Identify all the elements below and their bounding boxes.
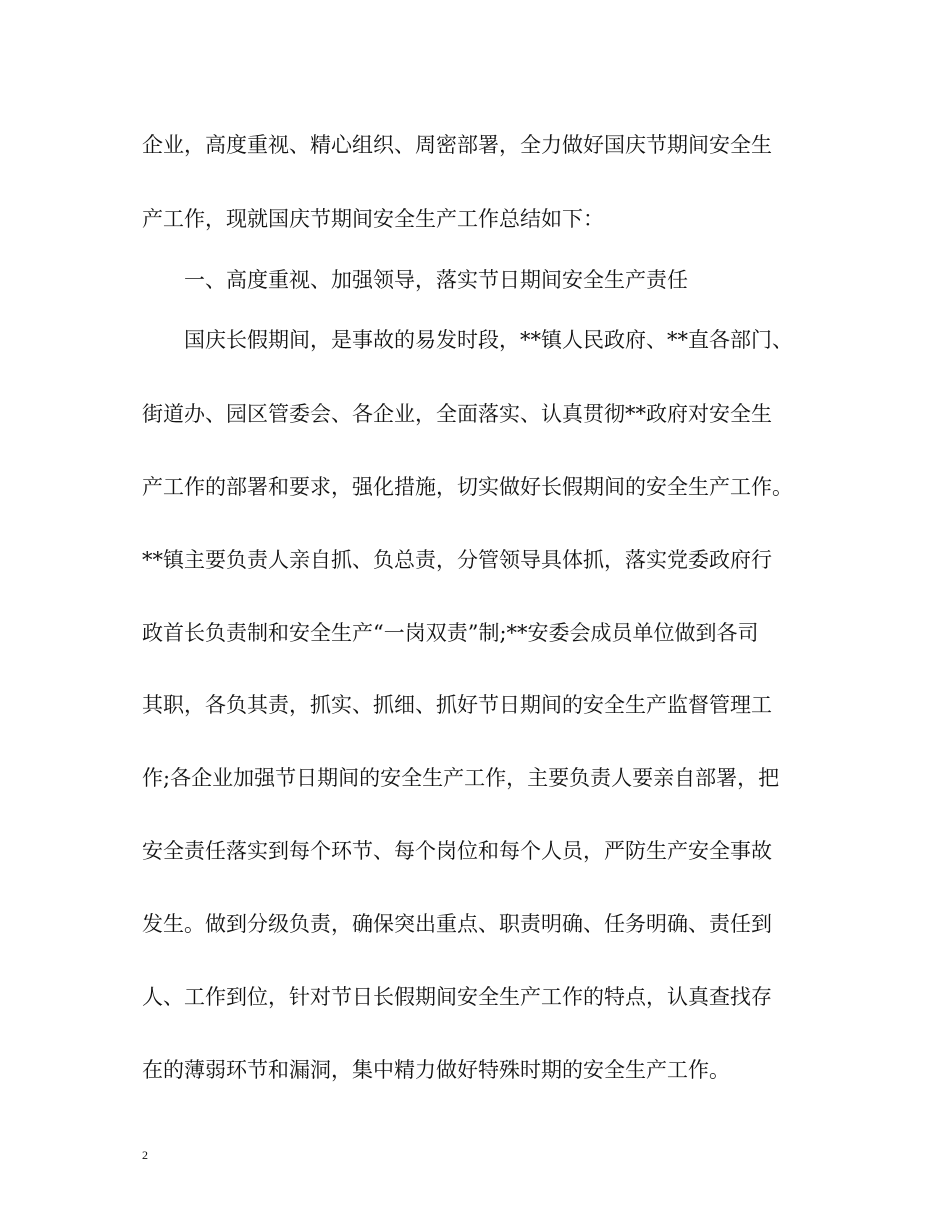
text-line-11: 安全责任落实到每个环节、每个岗位和每个人员，严防生产安全事故 [142,839,772,863]
text-line-7: **镇主要负责人亲自抓、负总责，分管领导具体抓，落实党委政府行 [142,548,772,572]
text-line-12: 发生。做到分级负责，确保突出重点、职责明确、任务明确、责任到 [142,912,772,936]
section-heading: 一、高度重视、加强领导，落实节日期间安全生产责任 [184,268,688,292]
text-line-10: 作;各企业加强节日期间的安全生产工作，主要负责人要亲自部署，把 [142,766,780,790]
text-line-8: 政首长负责制和安全生产“一岗双责”制;**安委会成员单位做到各司 [142,621,759,645]
text-line-4: 国庆长假期间，是事故的易发时段，**镇人民政府、**直各部门、 [184,328,793,352]
text-line-1: 企业，高度重视、精心组织、周密部署，全力做好国庆节期间安全生 [142,133,772,157]
text-line-6: 产工作的部署和要求，强化措施，切实做好长假期间的安全生产工作。 [142,475,793,499]
text-line-9: 其职，各负其责，抓实、抓细、抓好节日期间的安全生产监督管理工 [142,693,772,717]
text-line-14: 在的薄弱环节和漏洞，集中精力做好特殊时期的安全生产工作。 [142,1058,730,1082]
page-number: 2 [142,1148,148,1162]
text-line-2: 产工作，现就国庆节期间安全生产工作总结如下： [142,207,604,231]
text-line-5: 街道办、园区管委会、各企业，全面落实、认真贯彻**政府对安全生 [142,402,772,426]
text-line-13: 人、工作到位，针对节日长假期间安全生产工作的特点，认真查找存 [142,985,772,1009]
